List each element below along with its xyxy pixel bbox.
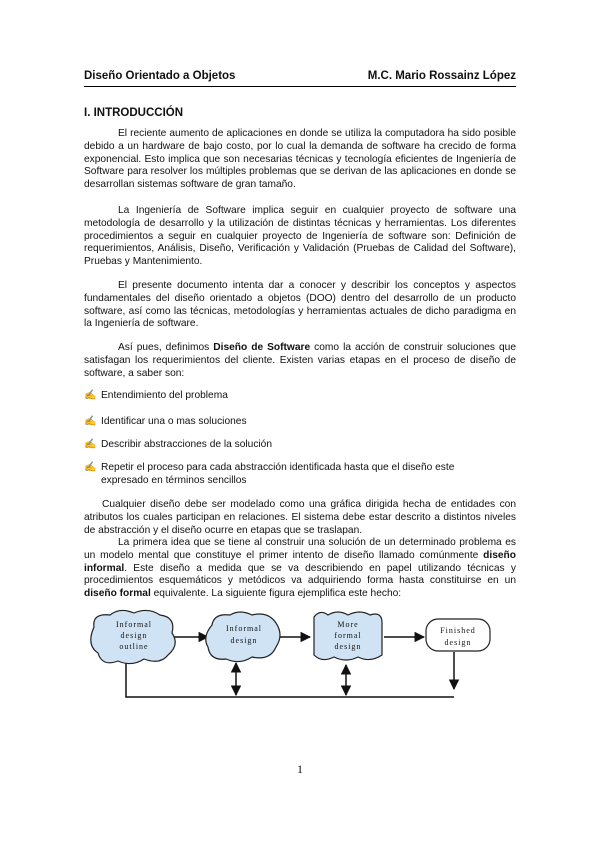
- p6-text-3: equivalente. La siguiente figura ejemplifica este hecho:: [150, 588, 402, 600]
- pen-hand-icon: ✍: [84, 462, 97, 473]
- design-process-diagram: [84, 605, 516, 715]
- node-label-line: design: [334, 642, 362, 651]
- node-label-line: formal: [334, 631, 362, 640]
- node-label-line: Informal: [226, 624, 262, 633]
- section-title: I. INTRODUCCIÓN: [84, 107, 184, 119]
- page-header: [84, 70, 516, 87]
- node-label-line: design: [230, 636, 258, 645]
- paragraph-4: [84, 342, 516, 380]
- paragraph-6: [84, 537, 516, 601]
- bullet-item-3: [84, 439, 516, 452]
- p6-bold-informal: diseño informal: [84, 549, 516, 574]
- p4-text-before: Así pues, definimos: [118, 342, 214, 353]
- p6-text-1: La primera idea que se tiene al construir una solución de un determinado problema es un modelo mental que constituye el primer intento de diseño llamado comúnmente: [84, 537, 516, 561]
- node-informal-design-outline: [91, 610, 175, 663]
- paragraph-3: El presente documento intenta dar a conocer y describir los conceptos y aspectos fundamentales del diseño orientado a objetos (DOO) dentro del desarrollo de un producto software, así como las técnicas, metodologías y herramientas actuales de dicho paradigma en la Ingeniería de software.: [84, 280, 516, 330]
- pen-hand-icon: ✍: [84, 390, 97, 401]
- header-author: M.C. Mario Rossainz López: [367, 70, 516, 82]
- node-label-line: design: [120, 631, 148, 640]
- bullet-item-4: [84, 462, 484, 488]
- node-more-formal-design: [314, 612, 382, 660]
- bullet-text: Repetir el proceso para cada abstracción identificada hasta que el diseño este expresado en términos sencillos: [101, 462, 455, 486]
- bullet-item-2: [84, 416, 516, 429]
- bullet-item-1: [84, 390, 516, 403]
- bullet-text: Identificar una o mas soluciones: [101, 416, 247, 427]
- paragraph-2: La Ingeniería de Software implica seguir en cualquier proyecto de software una metodología de desarrollo y la utilización de distintas técnicas y herramientas. Los diferentes procedimientos a seguir en cualquier proyecto de Ingeniería de software son: Definición de requerimientos, Análisis, Diseño, Verificación y Validación (Pruebas de Calidad del Software), Pruebas y Mantenimiento.: [84, 205, 516, 268]
- p6-text-2: . Este diseño a medida que se va describiendo en papel utilizando técnicas y procedimientos esquemáticos y metódicos va adquiriendo forma hasta constituirse en un: [84, 562, 516, 587]
- page-number: 1: [297, 762, 303, 776]
- p6-bold-formal: diseño formal: [84, 588, 151, 600]
- paragraph-1: El reciente aumento de aplicaciones en donde se utiliza la computadora ha sido posible debido a un hardware de bajo costo, por lo cual la demanda de software ha crecido de forma exponencial. Esto implica que son necesarias técnicas y tecnología eficientes de Ingeniería de Software para resolver los múltiples problemas que se derivan de las aplicaciones en donde se desarrollan sistemas software de gran tamaño.: [84, 128, 516, 191]
- header-title: Diseño Orientado a Objetos: [84, 70, 236, 82]
- node-finished-design: [426, 619, 490, 651]
- pen-hand-icon: ✍: [84, 416, 97, 427]
- bullet-text: Entendimiento del problema: [101, 390, 228, 401]
- node-label-line: Finished: [440, 626, 476, 635]
- node-label-line: Informal: [116, 620, 152, 629]
- paragraph-5: Cualquier diseño debe ser modelado como una gráfica dirigida hecha de entidades con atributos los cuales participan en relaciones. El sistema debe estar descrito a distintos niveles de abstracción y el diseño ocurre en etapas que se traslapan.: [84, 499, 516, 536]
- node-label-line: design: [444, 638, 472, 647]
- p4-bold-term: Diseño de Software: [213, 342, 311, 353]
- feedback-loop-line: [126, 661, 454, 697]
- node-informal-design: [206, 612, 280, 662]
- p4-text-after: como la acción de construir soluciones que satisfagan los requerimientos del cliente. Existen varias etapas en el proceso de diseño de software, a saber son:: [84, 342, 517, 379]
- node-label-line: outline: [119, 642, 149, 651]
- bullet-text: Describir abstracciones de la solución: [101, 439, 273, 450]
- node-label-line: More: [337, 620, 359, 629]
- pen-hand-icon: ✍: [84, 439, 97, 450]
